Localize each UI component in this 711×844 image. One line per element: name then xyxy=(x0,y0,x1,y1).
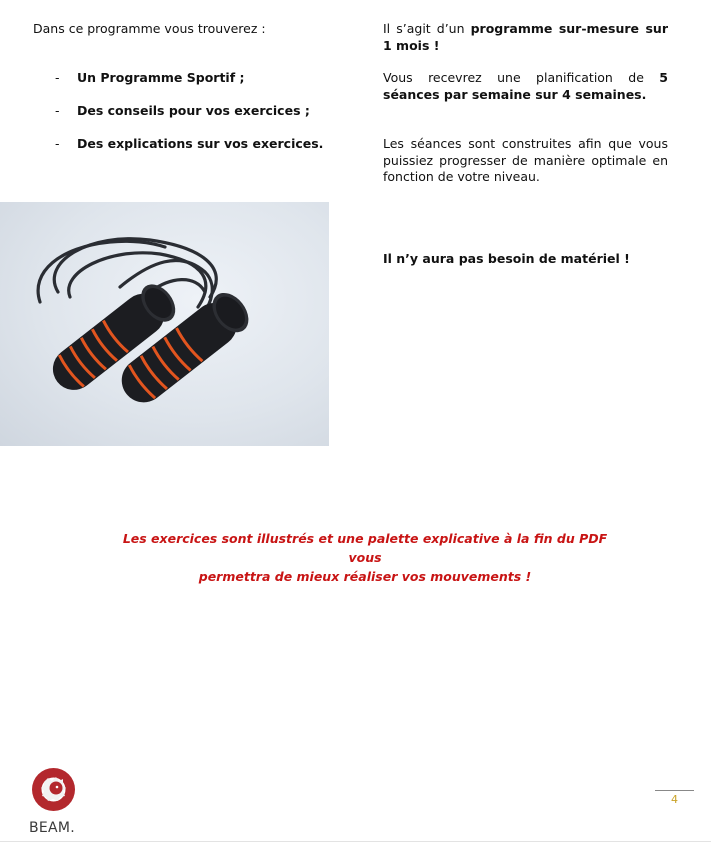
bottom-divider xyxy=(0,841,711,842)
lion-head-icon xyxy=(41,777,66,802)
jump-rope-photo xyxy=(0,202,329,446)
beam-logo xyxy=(32,768,75,811)
bullet-item: Un Programme Sportif ; xyxy=(77,70,245,85)
illustration-note xyxy=(110,529,620,586)
bullet-marker: - xyxy=(55,70,60,85)
duration-bold: programme sur-mesure sur 1 mois ! xyxy=(383,21,668,53)
sessions-paragraph xyxy=(383,70,668,103)
program-duration-paragraph xyxy=(383,21,668,54)
bullet-marker: - xyxy=(55,136,60,151)
sessions-bold: 5 séances par semaine sur 4 semaines. xyxy=(383,70,668,102)
bullet-item: Des explications sur vos exercices. xyxy=(77,136,324,151)
note-line-2: permettra de mieux réaliser vos mouvements ! xyxy=(198,569,532,584)
page-number: 4 xyxy=(671,793,678,806)
sessions-prefix: Vous recevrez une planification de xyxy=(383,70,660,85)
note-line-1: Les exercices sont illustrés et une palette explicative à la fin du PDF vous xyxy=(122,531,608,565)
duration-prefix: Il s’agit d’un xyxy=(383,21,471,36)
bullet-marker: - xyxy=(55,103,60,118)
page-number-rule xyxy=(655,790,694,791)
logo-wordmark: BEAM. xyxy=(29,820,76,836)
progression-paragraph: Les séances sont construites afin que vous puissiez progresser de manière optimale en fonction de votre niveau. xyxy=(383,136,668,184)
no-equipment-text: Il n’y aura pas besoin de matériel ! xyxy=(383,251,630,266)
intro-text: Dans ce programme vous trouverez : xyxy=(33,21,266,36)
bullet-item: Des conseils pour vos exercices ; xyxy=(77,103,310,118)
